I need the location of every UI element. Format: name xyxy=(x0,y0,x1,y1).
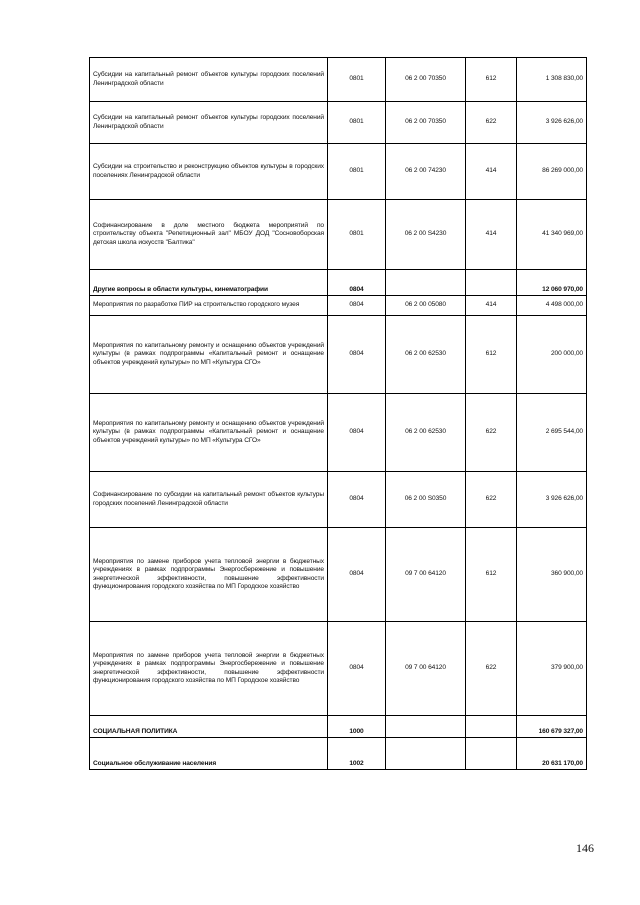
row-section: 0801 xyxy=(328,58,386,102)
row-target-article: 06 2 00 62530 xyxy=(386,316,466,394)
row-expense-type: 612 xyxy=(466,528,517,622)
row-name: СОЦИАЛЬНАЯ ПОЛИТИКА xyxy=(90,716,328,738)
table-row xyxy=(90,394,587,472)
row-section: 0804 xyxy=(328,316,386,394)
row-expense-type: 622 xyxy=(466,622,517,716)
row-target-article: 06 2 00 S0350 xyxy=(386,472,466,528)
row-target-article: 06 2 00 70350 xyxy=(386,58,466,102)
budget-table-body xyxy=(90,58,587,770)
budget-table xyxy=(89,57,587,770)
row-name: Субсидии на строительство и реконструкцию объектов культуры в городских поселениях Ленинградской области xyxy=(90,144,328,200)
row-section: 0804 xyxy=(328,528,386,622)
row-amount: 20 631 170,00 xyxy=(517,738,587,770)
row-section: 0804 xyxy=(328,270,386,296)
row-amount: 3 926 626,00 xyxy=(517,102,587,144)
row-section: 1000 xyxy=(328,716,386,738)
row-section: 0801 xyxy=(328,144,386,200)
row-expense-type: 414 xyxy=(466,296,517,316)
table-row xyxy=(90,200,587,270)
row-amount: 86 269 000,00 xyxy=(517,144,587,200)
row-amount: 1 308 830,00 xyxy=(517,58,587,102)
row-name: Софинансирование в доле местного бюджета мероприятий по строительству объекта "Репетиционный зал" МБОУ ДОД "Сосновоборская детская школа искусств "Балтика" xyxy=(90,200,328,270)
row-expense-type xyxy=(466,738,517,770)
row-expense-type: 414 xyxy=(466,200,517,270)
row-expense-type xyxy=(466,716,517,738)
table-row xyxy=(90,716,587,738)
row-target-article xyxy=(386,738,466,770)
row-target-article: 09 7 00 64120 xyxy=(386,528,466,622)
row-target-article xyxy=(386,716,466,738)
row-section: 0804 xyxy=(328,472,386,528)
row-amount: 41 340 969,00 xyxy=(517,200,587,270)
row-name: Софинансирование по субсидии на капитальный ремонт объектов культуры городских поселений Ленинградской области xyxy=(90,472,328,528)
row-target-article: 06 2 00 74230 xyxy=(386,144,466,200)
row-amount: 360 900,00 xyxy=(517,528,587,622)
row-name: Другие вопросы в области культуры, кинематографии xyxy=(90,270,328,296)
row-section: 0801 xyxy=(328,102,386,144)
row-section: 0804 xyxy=(328,622,386,716)
row-amount: 160 679 327,00 xyxy=(517,716,587,738)
row-name: Мероприятия по замене приборов учета тепловой энергии в бюджетных учреждениях в рамках подпрограммы Энергосбережение и повышение энергетической эффективности, повышение эффективности функционирования городского хозяйства по МП Городское хозяйство xyxy=(90,528,328,622)
row-target-article: 06 2 00 62530 xyxy=(386,394,466,472)
row-amount: 2 695 544,00 xyxy=(517,394,587,472)
row-section: 1002 xyxy=(328,738,386,770)
table-row xyxy=(90,144,587,200)
table-row xyxy=(90,622,587,716)
row-expense-type: 414 xyxy=(466,144,517,200)
row-amount: 12 060 970,00 xyxy=(517,270,587,296)
row-name: Мероприятия по капитальному ремонту и оснащению объектов учреждений культуры (в рамках подпрограммы «Капитальный ремонт и оснащение объектов учреждений культуры» по МП «Культура СГО» xyxy=(90,316,328,394)
row-name: Субсидии на капитальный ремонт объектов культуры городских поселений Ленинградской области xyxy=(90,58,328,102)
row-target-article: 06 2 00 S4230 xyxy=(386,200,466,270)
table-row xyxy=(90,316,587,394)
row-target-article: 06 2 00 70350 xyxy=(386,102,466,144)
row-amount: 4 498 000,00 xyxy=(517,296,587,316)
row-target-article: 06 2 00 05080 xyxy=(386,296,466,316)
row-expense-type: 612 xyxy=(466,58,517,102)
table-row xyxy=(90,58,587,102)
row-target-article xyxy=(386,270,466,296)
row-expense-type: 622 xyxy=(466,102,517,144)
row-expense-type: 622 xyxy=(466,394,517,472)
row-expense-type: 612 xyxy=(466,316,517,394)
row-section: 0804 xyxy=(328,394,386,472)
table-row xyxy=(90,528,587,622)
row-section: 0801 xyxy=(328,200,386,270)
row-name: Субсидии на капитальный ремонт объектов культуры городских поселений Ленинградской области xyxy=(90,102,328,144)
table-row xyxy=(90,296,587,316)
row-expense-type xyxy=(466,270,517,296)
row-name: Мероприятия по замене приборов учета тепловой энергии в бюджетных учреждениях в рамках подпрограммы Энергосбережение и повышение энергетической эффективности, повышение эффективности функционирования городского хозяйства по МП Городское хозяйство xyxy=(90,622,328,716)
row-name: Мероприятия по разработке ПИР на строительство городского музея xyxy=(90,296,328,316)
row-amount: 3 926 626,00 xyxy=(517,472,587,528)
row-amount: 200 000,00 xyxy=(517,316,587,394)
table-row xyxy=(90,102,587,144)
table-row xyxy=(90,472,587,528)
page-number: 146 xyxy=(576,841,594,855)
row-amount: 379 900,00 xyxy=(517,622,587,716)
row-expense-type: 622 xyxy=(466,472,517,528)
row-name: Мероприятия по капитальному ремонту и оснащению объектов учреждений культуры (в рамках подпрограммы «Капитальный ремонт и оснащение объектов учреждений культуры» по МП «Культура СГО» xyxy=(90,394,328,472)
row-section: 0804 xyxy=(328,296,386,316)
row-target-article: 09 7 00 64120 xyxy=(386,622,466,716)
table-row xyxy=(90,270,587,296)
row-name: Социальное обслуживание населения xyxy=(90,738,328,770)
table-row xyxy=(90,738,587,770)
